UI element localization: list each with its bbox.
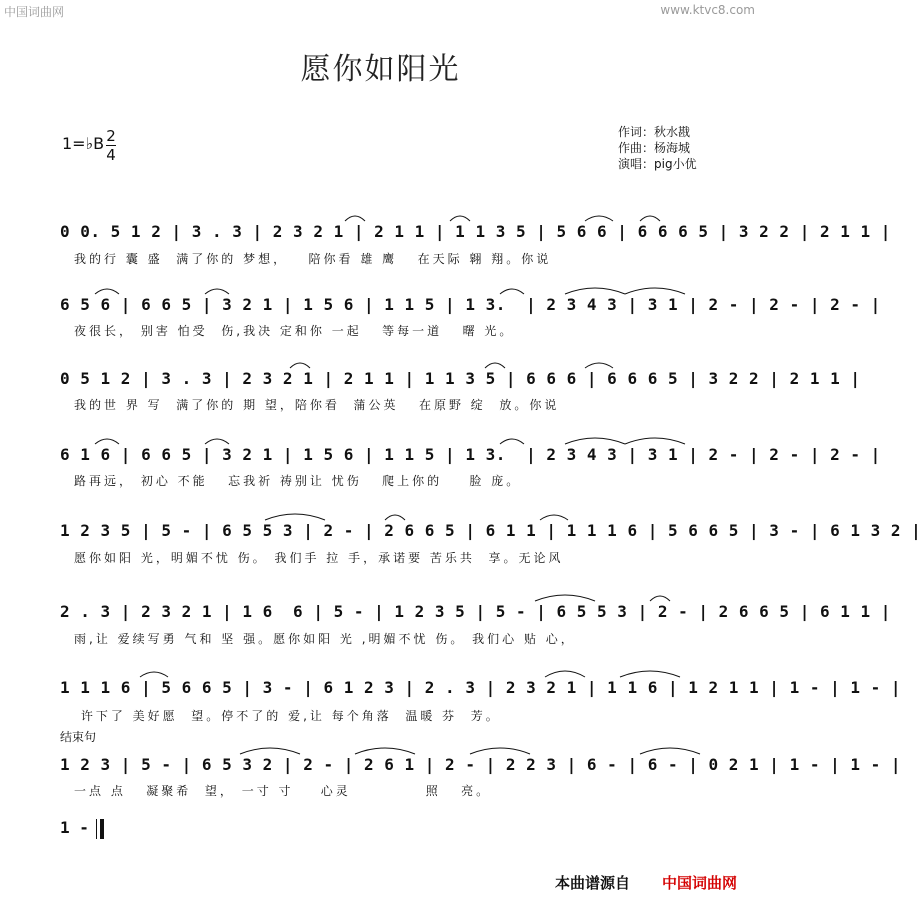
key-signature: 1=♭B bbox=[62, 134, 105, 153]
system-8-lyrics: 一点 点 凝聚希 望， 一寸 寸 心灵 照 亮。 bbox=[74, 784, 492, 798]
system-7-lyrics: 许下了 美好愿 望。停不了的 爱,让 每个角落 温暖 芬 芳。 bbox=[74, 709, 501, 723]
system-1-notes: 0 0. 5 1 2 | 3 . 3 | 2 3 2 1 | 2 1 1 | 1 1 3 5 | 5 6 6 | 6 6 6 5 | 3 2 2 | 2 1 1 | bbox=[60, 222, 891, 241]
composer-credit: 作曲：杨海城 bbox=[618, 141, 691, 155]
lyricist-credit: 作词：秋水戡 bbox=[618, 125, 691, 139]
slur bbox=[95, 439, 119, 444]
final-barline-thick bbox=[100, 819, 104, 839]
singer-credit: 演唱：pig小优 bbox=[618, 157, 697, 171]
system-7-notes: 1 1 1 6 | 5 6 6 5 | 3 - | 6 1 2 3 | 2 . 3 | 2 3 2 1 | 1 1 6 | 1 2 1 1 | 1 - | 1 - | bbox=[60, 678, 902, 697]
slur bbox=[585, 363, 613, 368]
slur bbox=[625, 438, 685, 444]
slur bbox=[535, 595, 595, 601]
slur bbox=[585, 216, 613, 221]
slur bbox=[140, 672, 168, 677]
system-4-lyrics: 路再远， 初心 不能 忘我祈 祷别让 忧伤 爬上你的 脸 庞。 bbox=[74, 474, 522, 488]
slur bbox=[565, 438, 625, 444]
slur bbox=[650, 596, 670, 601]
slur bbox=[240, 748, 300, 754]
ending-label: 结束句 bbox=[60, 730, 97, 744]
slur bbox=[290, 363, 310, 368]
watermark-site-name: 中国词曲网 bbox=[4, 5, 65, 19]
slur bbox=[345, 216, 365, 221]
system-3-notes: 0 5 1 2 | 3 . 3 | 2 3 2 1 | 2 1 1 | 1 1 3 5 | 6 6 6 | 6 6 6 5 | 3 2 2 | 2 1 1 | bbox=[60, 369, 861, 388]
time-signature-top: 2 bbox=[106, 127, 116, 145]
slur bbox=[640, 216, 660, 221]
slur bbox=[450, 216, 470, 221]
system-8-notes: 1 2 3 | 5 - | 6 5 3 2 | 2 - | 2 6 1 | 2 - | 2 2 3 | 6 - | 6 - | 0 2 1 | 1 - | 1 - | bbox=[60, 755, 902, 774]
slur bbox=[470, 748, 530, 754]
slur bbox=[500, 439, 524, 444]
watermark-site-url: www.ktvc8.com bbox=[660, 3, 755, 17]
footer-site-name[interactable]: 中国词曲网 bbox=[662, 874, 738, 892]
system-4-notes: 6 1 6 | 6 6 5 | 3 2 1 | 1 5 6 | 1 1 5 | 1 3. | 2 3 4 3 | 3 1 | 2 - | 2 - | 2 - | bbox=[60, 445, 881, 464]
slur bbox=[205, 289, 229, 294]
system-3-lyrics: 我的世 界 写 满了你的 期 望，陪你看 蒲公英 在原野 绽 放。你说 bbox=[74, 398, 560, 412]
slur bbox=[385, 515, 405, 520]
slur bbox=[355, 748, 415, 754]
slur bbox=[620, 671, 680, 677]
final-barline-thin bbox=[96, 819, 97, 839]
system-6-lyrics: 雨,让 爱续写勇 气和 坚 强。愿你如阳 光 ,明媚不忧 伤。 我们心 贴 心， bbox=[74, 632, 576, 646]
system-5-lyrics: 愿你如阳 光，明媚不忧 伤。 我们手 拉 手，承诺要 苦乐共 享。无论风 bbox=[74, 551, 564, 565]
slur bbox=[540, 515, 568, 520]
slur bbox=[625, 288, 685, 294]
slur bbox=[485, 363, 505, 368]
system-2-notes: 6 5 6 | 6 6 5 | 3 2 1 | 1 5 6 | 1 1 5 | 1 3. | 2 3 4 3 | 3 1 | 2 - | 2 - | 2 - | bbox=[60, 295, 881, 314]
system-1-lyrics: 我的行 囊 盛 满了你的 梦想， 陪你看 雄 鹰 在天际 翱 翔。你说 bbox=[74, 252, 552, 266]
slur bbox=[205, 439, 229, 444]
slur bbox=[500, 289, 524, 294]
time-signature-bottom: 4 bbox=[106, 146, 116, 164]
final-notes: 1 - bbox=[60, 818, 89, 837]
slur bbox=[640, 748, 700, 754]
slur bbox=[565, 288, 625, 294]
system-2-lyrics: 夜很长， 别害 怕受 伤,我决 定和你 一起 等每一道 曙 光。 bbox=[74, 324, 515, 338]
footer-source-label: 本曲谱源自 bbox=[555, 874, 631, 892]
song-title: 愿你如阳光 bbox=[300, 52, 461, 87]
slur bbox=[545, 671, 585, 677]
system-6-notes: 2 . 3 | 2 3 2 1 | 1 6 6 | 5 - | 1 2 3 5 | 5 - | 6 5 5 3 | 2 - | 2 6 6 5 | 6 1 1 | bbox=[60, 602, 891, 621]
system-5-notes: 1 2 3 5 | 5 - | 6 5 5 3 | 2 - | 2 6 6 5 | 6 1 1 | 1 1 1 6 | 5 6 6 5 | 3 - | 6 1 3 2 | bbox=[60, 521, 921, 540]
slur bbox=[95, 289, 119, 294]
slur bbox=[265, 514, 325, 520]
